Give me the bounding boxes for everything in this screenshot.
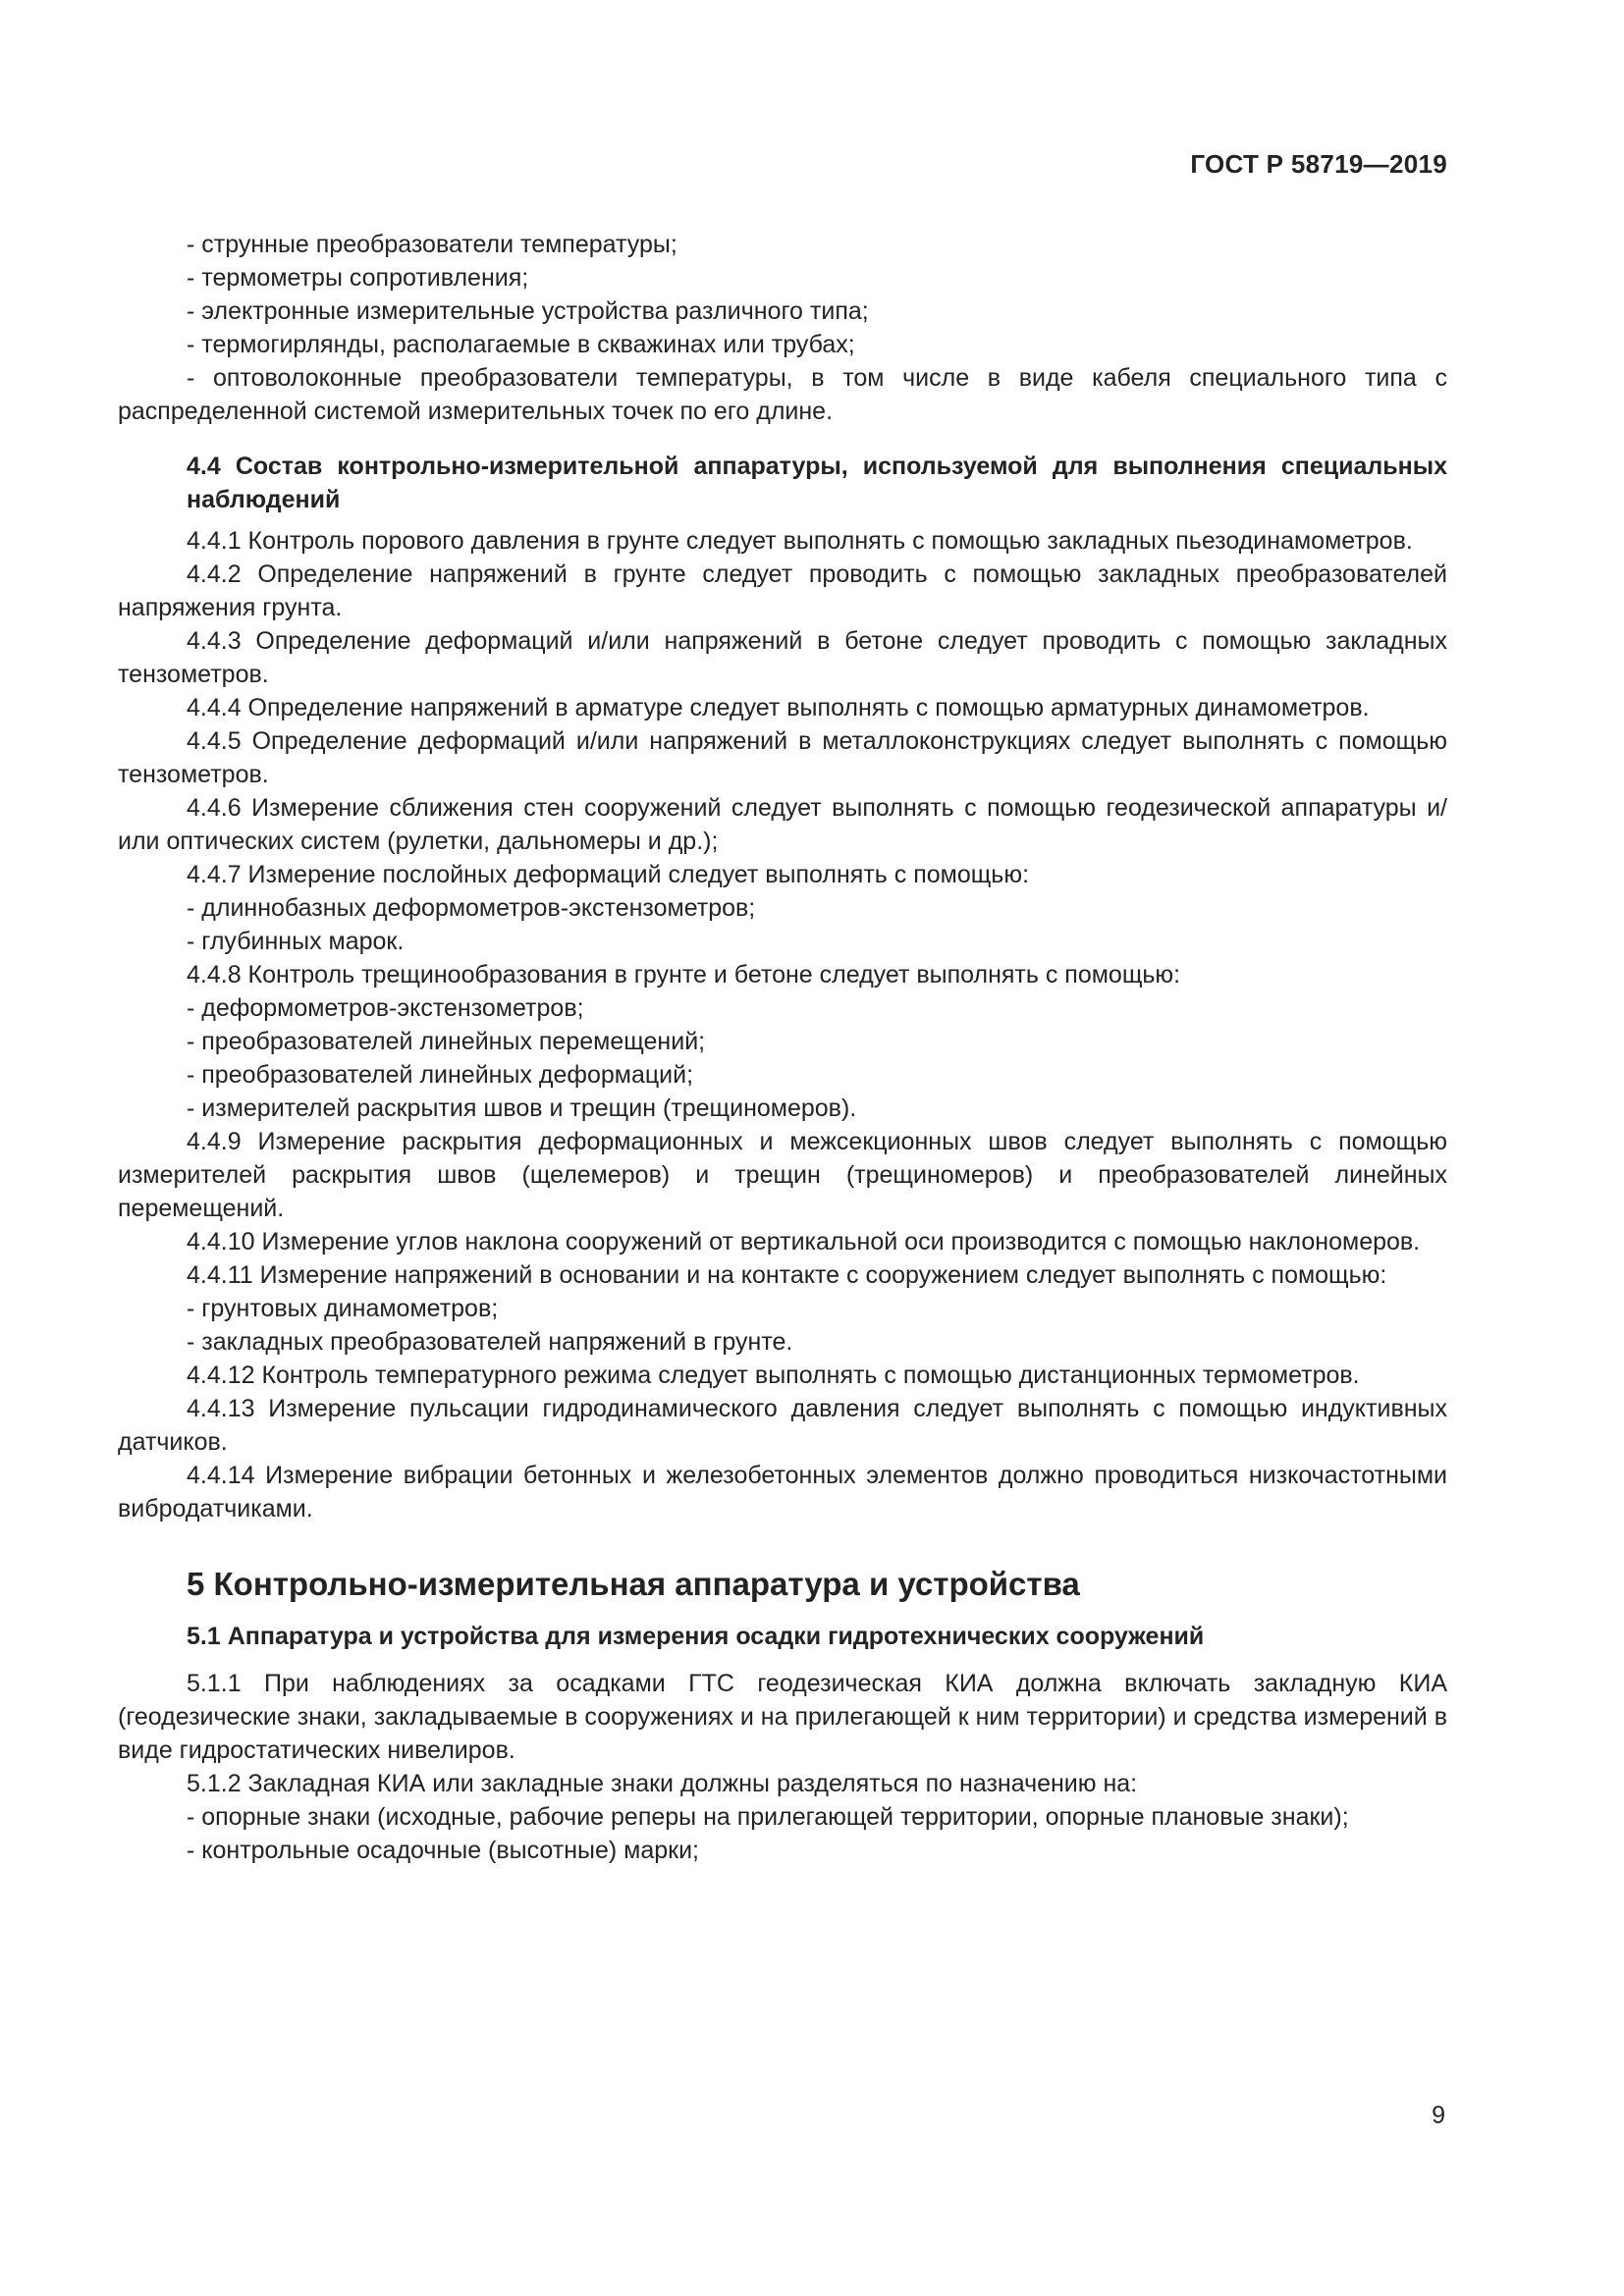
section-heading-5: 5 Контрольно-измерительная аппаратура и устройства	[187, 1566, 1080, 1602]
paragraph-4-4-8: 4.4.8 Контроль трещинообразования в грунте и бетоне следует выполнять с помощью:	[187, 961, 1181, 988]
list-item: - закладных преобразователей напряжений в грунте.	[187, 1328, 793, 1356]
paragraph-4-4-14: 4.4.14 Измерение вибрации бетонных и железобетонных элементов должно проводиться низкочастотными вибродатчиками.	[118, 1462, 1447, 1522]
list-item: - струнные преобразователи температуры;	[187, 231, 677, 258]
paragraph-4-4-12: 4.4.12 Контроль температурного режима следует выполнять с помощью дистанционных термометров.	[187, 1362, 1360, 1389]
paragraph-4-4-3: 4.4.3 Определение деформаций и/или напряжений в бетоне следует проводить с помощью закладных тензометров.	[118, 627, 1447, 688]
paragraph-5-1-2: 5.1.2 Закладная КИА или закладные знаки должны разделяться по назначению на:	[187, 1770, 1138, 1797]
paragraph-4-4-5: 4.4.5 Определение деформаций и/или напряжений в металлоконструкциях следует выполнять с помощью тензометров.	[118, 727, 1447, 788]
paragraph-4-4-1: 4.4.1 Контроль порового давления в грунте следует выполнять с помощью закладных пьезодинамометров.	[187, 527, 1413, 555]
paragraph-4-4-6: 4.4.6 Измерение сближения стен сооружений следует выполнять с помощью геодезической аппаратуры и/или оптических систем (рулетки, дальномеры и др.);	[118, 794, 1447, 855]
paragraph-4-4-4: 4.4.4 Определение напряжений в арматуре следует выполнять с помощью арматурных динамометров.	[187, 694, 1370, 721]
paragraph-4-4-11: 4.4.11 Измерение напряжений в основании и на контакте с сооружением следует выполнять с помощью:	[187, 1261, 1387, 1289]
document-code-header: ГОСТ Р 58719—2019	[1190, 149, 1447, 179]
paragraph-4-4-7: 4.4.7 Измерение послойных деформаций следует выполнять с помощью:	[187, 861, 1030, 888]
list-item: - деформометров-экстензометров;	[187, 994, 584, 1022]
list-item: - оптоволоконные преобразователи температуры, в том числе в виде кабеля специального типа с распределенной системой измерительных точек по его длине.	[118, 364, 1447, 425]
list-item: - грунтовых динамометров;	[187, 1295, 499, 1322]
list-item: - контрольные осадочные (высотные) марки;	[187, 1837, 699, 1864]
page-number: 9	[1432, 2102, 1445, 2129]
list-item: - длиннобазных деформометров-экстензометров;	[187, 894, 756, 922]
paragraph-4-4-9: 4.4.9 Измерение раскрытия деформационных и межсекционных швов следует выполнять с помощью измерителей раскрытия швов (щелемеров) и трещин (трещиномеров) и преобразователей линейных перемещений.	[118, 1128, 1447, 1222]
paragraph-4-4-2: 4.4.2 Определение напряжений в грунте следует проводить с помощью закладных преобразователей напряжения грунта.	[118, 561, 1447, 621]
list-item: - измерителей раскрытия швов и трещин (трещиномеров).	[187, 1095, 857, 1122]
list-item: - глубинных марок.	[187, 928, 405, 955]
list-item: - опорные знаки (исходные, рабочие реперы на прилегающей территории, опорные плановые знаки);	[187, 1803, 1349, 1831]
section-heading-4-4: 4.4 Состав контрольно-измерительной аппаратуры, используемой для выполнения специальных наблюдений	[187, 453, 1447, 513]
list-item: - преобразователей линейных перемещений;	[187, 1028, 706, 1055]
list-item: - термометры сопротивления;	[187, 264, 529, 292]
paragraph-5-1-1: 5.1.1 При наблюдениях за осадками ГТС геодезическая КИА должна включать закладную КИА (геодезические знаки, закладываемые в сооружениях и на прилегающей к ним территории) и средства измерений в виде гидростатических нивелиров.	[118, 1670, 1447, 1764]
paragraph-4-4-10: 4.4.10 Измерение углов наклона сооружений от вертикальной оси производится с помощью наклономеров.	[187, 1228, 1421, 1255]
paragraph-4-4-13: 4.4.13 Измерение пульсации гидродинамического давления следует выполнять с помощью индуктивных датчиков.	[118, 1395, 1447, 1456]
list-item: - термогирлянды, располагаемые в скважинах или трубах;	[187, 331, 855, 358]
page-content	[118, 228, 1447, 1867]
list-item: - преобразователей линейных деформаций;	[187, 1061, 694, 1089]
list-item: - электронные измерительные устройства различного типа;	[187, 297, 869, 325]
section-heading-5-1: 5.1 Аппаратура и устройства для измерения осадки гидротехнических сооружений	[187, 1623, 1205, 1650]
